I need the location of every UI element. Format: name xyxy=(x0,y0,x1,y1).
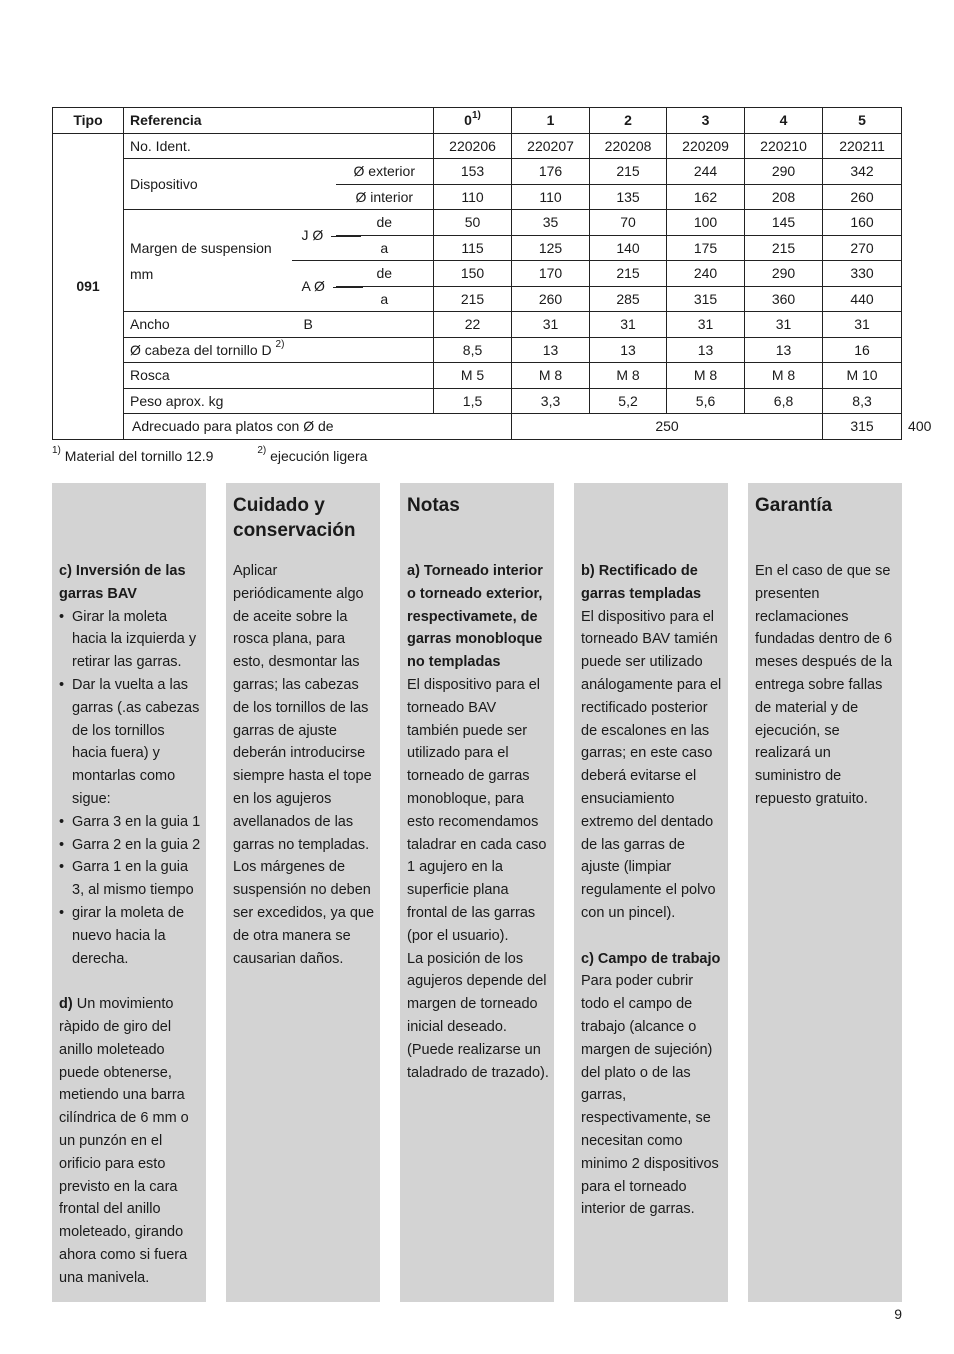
cell: 100 xyxy=(667,210,745,236)
cell: 145 xyxy=(745,210,823,236)
cell: M 8 xyxy=(745,363,823,389)
cell: 220209 xyxy=(667,133,745,159)
cell: 208 xyxy=(745,184,823,210)
cell: 115 xyxy=(434,235,512,261)
cell: 13 xyxy=(590,337,667,363)
cell: 330 xyxy=(823,261,902,287)
cell: 220210 xyxy=(745,133,823,159)
paragraph: Los márgenes de suspensión no deben ser excedidos, ya que de otra manera se causarian daños. xyxy=(233,859,375,967)
header-col-2: 2 xyxy=(590,108,667,134)
cell: 260 xyxy=(823,184,902,210)
list-item: • girar la moleta de nuevo hacia la derecha. xyxy=(59,902,202,970)
row-adecuado: Adrecuado para platos con Ø de 250 315 400 xyxy=(53,414,902,440)
row-j-de xyxy=(53,210,902,236)
cell: 220207 xyxy=(512,133,590,159)
cell: 1,5 xyxy=(434,388,512,414)
cell: 135 xyxy=(590,184,667,210)
footnote-1: $^{1)}$ Material del tornillo 12.9 xyxy=(52,445,214,464)
cell: 13 xyxy=(745,337,823,363)
cell: 290 xyxy=(745,159,823,185)
a-dia-label: A Ø xyxy=(292,261,336,312)
cell: M 10 xyxy=(823,363,902,389)
paragraph: La posición de los agujeros depende del margen de torneado inicial deseado. (Puede realizarse un taladrado de trazado). xyxy=(407,950,549,1081)
subheading: c) Inversión de las garras BAV xyxy=(59,563,186,602)
cell: M 8 xyxy=(512,363,590,389)
column-notas xyxy=(400,483,554,1302)
cell: 6,8 xyxy=(745,388,823,414)
column-text xyxy=(755,560,898,811)
cell: 31 xyxy=(667,312,745,338)
cell: 360 xyxy=(745,286,823,312)
paragraph: El dispositivo para el torneado BAV tamién puede ser utilizado análogamente para el rectificado posterior de escalones en las garras; en este caso deberá evitarse el ensuciamiento extremo del dentado de las garras de ajuste (limpiar regulamente el polvo con un pincel). xyxy=(581,608,722,921)
cell: 215 xyxy=(745,235,823,261)
cell: 8,5 xyxy=(434,337,512,363)
column-text xyxy=(581,560,724,1221)
cell: M 8 xyxy=(667,363,745,389)
cell: 160 xyxy=(823,210,902,236)
row-ancho xyxy=(53,312,902,338)
column-text xyxy=(59,560,202,1290)
cell: 70 xyxy=(590,210,667,236)
cell: 220206 xyxy=(434,133,512,159)
cell: 270 xyxy=(823,235,902,261)
cell: 315 xyxy=(667,286,745,312)
paragraph: Aplicar periódicamente algo de aceite sobre la rosca plana, para esto, desmontar las garras; las cabezas de los tornillos de las garras de ajuste deberán introducirse siempre hasta el tope en los agujeros avellanados de las garras no templadas. xyxy=(233,563,372,853)
cell: 175 xyxy=(667,235,745,261)
header-tipo: Tipo xyxy=(53,108,124,134)
cell: 153 xyxy=(434,159,512,185)
cell: 220208 xyxy=(590,133,667,159)
column-text xyxy=(407,560,550,1084)
cell: 22 xyxy=(434,312,512,338)
header-col-4: 4 xyxy=(745,108,823,134)
steps-list xyxy=(59,606,202,971)
cell: 13 xyxy=(512,337,590,363)
cell: 240 xyxy=(667,261,745,287)
cell: 150 xyxy=(434,261,512,287)
row-peso xyxy=(53,388,902,414)
cell: 440 xyxy=(823,286,902,312)
cell: 8,3 xyxy=(823,388,902,414)
cell: 110 xyxy=(434,184,512,210)
cell: 31 xyxy=(590,312,667,338)
b-label: B xyxy=(292,312,336,338)
row-cabeza xyxy=(53,337,902,363)
cell: 31 xyxy=(823,312,902,338)
cell: 35 xyxy=(512,210,590,236)
tipo-value: 091 xyxy=(53,133,124,439)
peso-label: Peso aprox. kg xyxy=(124,388,434,414)
cell: 315 xyxy=(823,414,902,440)
a-label: a xyxy=(336,286,434,312)
cell: 125 xyxy=(512,235,590,261)
column-rectificado xyxy=(574,483,728,1302)
cell: 31 xyxy=(745,312,823,338)
paragraph-d: d) Un movimiento ràpido de giro del anillo moleteado puede obtenerse, metiendo una barra cilíndrica de 6 mm o un punzón en el orificio para esto previsto en la cara frontal del anillo moleteado, girando ahora como si fuera una manivela. xyxy=(59,996,189,1286)
cell: 215 xyxy=(434,286,512,312)
subheading: c) Campo de trabajo xyxy=(581,950,721,967)
list-item: • Girar la moleta hacia la izquierda y retirar las garras. xyxy=(59,606,202,674)
page-number: 9 xyxy=(894,1306,902,1322)
header-col-0: 0$^{1)}$ xyxy=(434,108,512,134)
section-title: Cuidado y conservación xyxy=(233,495,356,541)
cell: 140 xyxy=(590,235,667,261)
cell: 162 xyxy=(667,184,745,210)
spec-table xyxy=(52,107,932,440)
paragraph: En el caso de que se presenten reclamaciones fundadas dentro de 6 meses después de la entrega sobre fallas de material y de ejecución, se realizará un suministro de repuesto gratuito. xyxy=(755,563,893,807)
margen-label: Margen de suspension mm xyxy=(124,210,292,312)
cell: M 8 xyxy=(590,363,667,389)
row-rosca xyxy=(53,363,902,389)
cell: 50 xyxy=(434,210,512,236)
column-cuidado xyxy=(226,483,380,1302)
j-label: J Ø xyxy=(292,210,336,261)
list-item: • Garra 2 en la guia 2 xyxy=(59,834,202,857)
footnotes xyxy=(52,445,407,464)
subheading: b) Rectificado de garras templadas xyxy=(581,563,702,602)
header-col-1: 1 xyxy=(512,108,590,134)
ident-label: No. Ident. xyxy=(124,133,434,159)
cell: 176 xyxy=(512,159,590,185)
cell: 16 xyxy=(823,337,902,363)
ancho-label: Ancho xyxy=(124,312,292,338)
cell: 31 xyxy=(512,312,590,338)
cell: 5,2 xyxy=(590,388,667,414)
cell: 3,3 xyxy=(512,388,590,414)
cell: 5,6 xyxy=(667,388,745,414)
row-ext xyxy=(53,159,902,185)
de-label: de xyxy=(336,261,434,287)
cell: 220211 xyxy=(823,133,902,159)
footnote-2: $^{2)}$ ejecución ligera xyxy=(257,445,368,464)
section-title: Notas xyxy=(407,495,460,516)
cell: 215 xyxy=(590,261,667,287)
header-col-5: 5 xyxy=(823,108,902,134)
cell: 290 xyxy=(745,261,823,287)
rosca-label: Rosca xyxy=(124,363,434,389)
adecuado-label: Adrecuado para platos con Ø de xyxy=(124,414,512,440)
cell: 250 xyxy=(512,414,823,440)
cell: 13 xyxy=(667,337,745,363)
cell: 342 xyxy=(823,159,902,185)
ext-label: Ø exterior xyxy=(336,159,434,185)
dispositivo-label: Dispositivo xyxy=(124,159,336,210)
list-item: • Dar la vuelta a las garras (.as cabezas de los tornillos hacia fuera) y montarlas como sigue: xyxy=(59,674,202,811)
a-label: a xyxy=(336,235,434,261)
column-inversion xyxy=(52,483,206,1302)
de-label: de xyxy=(336,210,434,236)
cell: M 5 xyxy=(434,363,512,389)
section-title: Garantía xyxy=(755,495,833,516)
column-garantia xyxy=(748,483,902,1302)
subheading: a) Torneado interior o torneado exterior, respectivamete, de garras monobloque no templadas xyxy=(407,563,543,671)
cell: 170 xyxy=(512,261,590,287)
empty-cell xyxy=(336,312,434,338)
paragraph: Para poder cubrir todo el campo de trabajo (alcance o margen de sujeción) del plato o de las garras, respectivamente, se necesitan como minimo 2 dispositivos para el torneado interior de garras. xyxy=(581,973,719,1218)
cabeza-label: Ø cabeza del tornillo D $^{2)}$ xyxy=(124,337,434,363)
paragraph: El dispositivo para el torneado BAV también puede ser utilizado para el torneado de garras monobloque, para esto recomendamos taladrar en cada caso 1 agujero en la superficie plana frontal de las garras (por el usuario). xyxy=(407,676,547,944)
list-item: • Garra 1 en la guia 3, al mismo tiempo xyxy=(59,856,202,902)
column-text xyxy=(233,560,376,970)
row-ident xyxy=(53,133,902,159)
header-row xyxy=(53,108,902,134)
cell: 285 xyxy=(590,286,667,312)
cell: 244 xyxy=(667,159,745,185)
cell: 215 xyxy=(590,159,667,185)
header-referencia: Referencia xyxy=(124,108,434,134)
int-label: Ø interior xyxy=(336,184,434,210)
cell: 110 xyxy=(512,184,590,210)
cell: 260 xyxy=(512,286,590,312)
header-col-3: 3 xyxy=(667,108,745,134)
list-item: • Garra 3 en la guia 1 xyxy=(59,811,202,834)
